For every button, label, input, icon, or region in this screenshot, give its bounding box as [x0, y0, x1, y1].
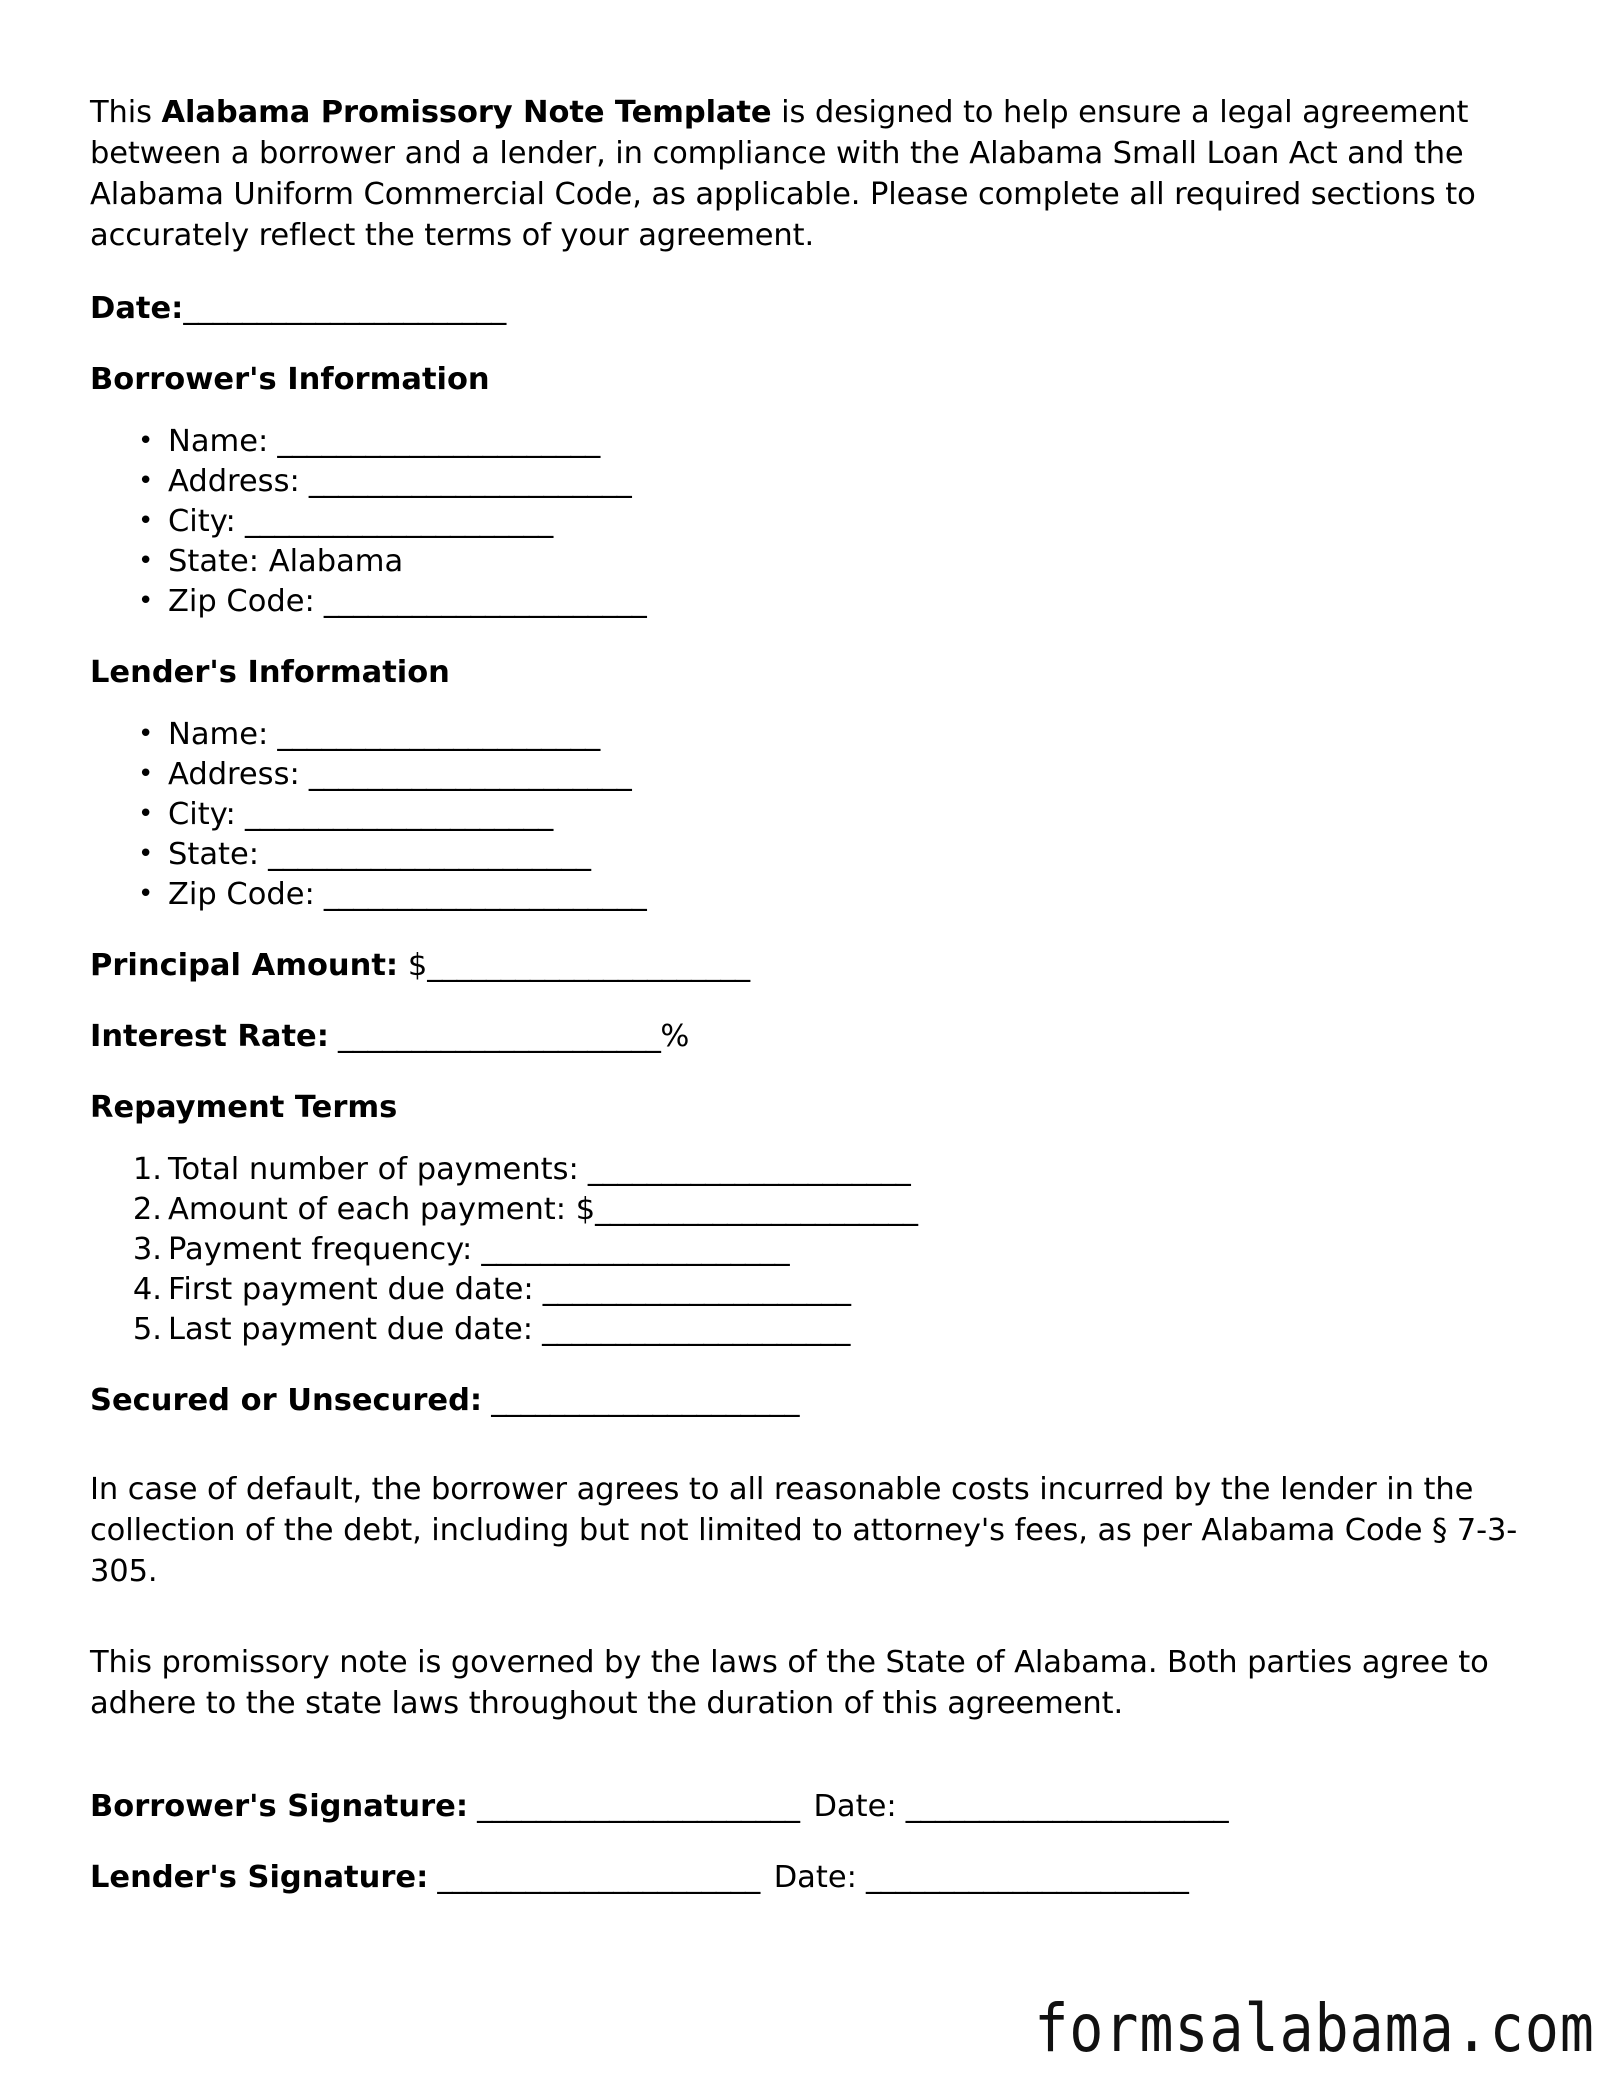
principal-amount-blank[interactable]: ______________________: [427, 948, 750, 983]
borrower-signature-label: Borrower's Signature:: [90, 1789, 469, 1824]
borrower-name-label: Name:: [168, 424, 269, 459]
list-item: [168, 1190, 1522, 1230]
borrower-city-blank[interactable]: _____________________: [235, 504, 553, 539]
list-item: [168, 875, 1522, 915]
list-item: [168, 502, 1522, 542]
secured-unsecured-label: Secured or Unsecured:: [90, 1383, 483, 1418]
lender-date-label: Date:: [773, 1860, 857, 1895]
list-item: [168, 582, 1522, 622]
first-payment-date-label: First payment due date:: [168, 1272, 534, 1307]
last-payment-date-blank[interactable]: _____________________: [533, 1312, 850, 1347]
secured-unsecured-blank[interactable]: _____________________: [482, 1383, 799, 1418]
borrower-address-blank[interactable]: ______________________: [299, 464, 632, 499]
date-field: [90, 288, 1522, 329]
list-item: [168, 1310, 1522, 1350]
lender-section-heading: Lender's Information: [90, 655, 450, 690]
governing-law-paragraph: This promissory note is governed by the laws of the State of Alabama. Both parties agree to adhere to the state laws throughout the duration of this agreement.: [90, 1645, 1489, 1721]
percent-symbol: %: [660, 1019, 690, 1054]
borrower-fields-list: [90, 422, 1522, 622]
interest-rate-blank[interactable]: ______________________: [328, 1019, 661, 1054]
principal-amount-field: [90, 945, 1522, 986]
list-item: [168, 422, 1522, 462]
lender-signature-label: Lender's Signature:: [90, 1860, 429, 1895]
borrower-date-blank[interactable]: ______________________: [896, 1789, 1229, 1824]
lender-address-blank[interactable]: ______________________: [299, 757, 632, 792]
lender-city-blank[interactable]: _____________________: [235, 797, 553, 832]
lender-signature-row: [90, 1857, 1522, 1898]
lender-date-blank[interactable]: ______________________: [856, 1860, 1189, 1895]
intro-prefix: This: [90, 95, 162, 130]
borrower-zip-label: Zip Code:: [168, 584, 315, 619]
currency-symbol: $: [398, 948, 428, 983]
borrower-signature-row: [90, 1786, 1522, 1827]
borrower-address-label: Address:: [168, 464, 300, 499]
secured-unsecured-field: [90, 1380, 1522, 1421]
payment-frequency-blank[interactable]: _____________________: [472, 1232, 790, 1267]
lender-name-blank[interactable]: ______________________: [268, 717, 600, 752]
intro-bold-title: Alabama Promissory Note Template: [161, 95, 772, 130]
lender-signature-blank[interactable]: ______________________: [428, 1860, 760, 1895]
list-item: [168, 715, 1522, 755]
list-item: [168, 835, 1522, 875]
list-item: [168, 755, 1522, 795]
borrower-state-value: Alabama: [259, 544, 404, 579]
lender-fields-list: [90, 715, 1522, 915]
lender-name-label: Name:: [168, 717, 269, 752]
borrower-zip-blank[interactable]: ______________________: [314, 584, 647, 619]
borrower-date-label: Date:: [813, 1789, 897, 1824]
lender-zip-blank[interactable]: ______________________: [314, 877, 647, 912]
first-payment-date-blank[interactable]: _____________________: [533, 1272, 851, 1307]
intro-suffix: is designed to help ensure a legal agreement between a borrower and a lender, in compliance with the Alabama Small Loan Act and the Alabama Uniform Commercial Code, as applicable. Please complete all required sections to accurately reflect the terms of your agreement.: [90, 95, 1476, 253]
payment-frequency-label: Payment frequency:: [168, 1232, 473, 1267]
borrower-city-label: City:: [168, 504, 236, 539]
payment-amount-blank[interactable]: ______________________: [595, 1192, 918, 1227]
list-item: [168, 1270, 1522, 1310]
list-item: [168, 1150, 1522, 1190]
date-blank[interactable]: ______________________: [183, 291, 506, 326]
list-item: [168, 462, 1522, 502]
payment-amount-label: Amount of each payment: $: [168, 1192, 596, 1227]
intro-paragraph: [90, 92, 1522, 256]
lender-zip-label: Zip Code:: [168, 877, 315, 912]
list-item: [168, 795, 1522, 835]
repayment-terms-list: [90, 1150, 1522, 1350]
repayment-terms-heading: Repayment Terms: [90, 1090, 398, 1125]
principal-amount-label: Principal Amount:: [90, 948, 399, 983]
borrower-signature-blank[interactable]: ______________________: [468, 1789, 800, 1824]
lender-address-label: Address:: [168, 757, 300, 792]
lender-state-blank[interactable]: ______________________: [259, 837, 591, 872]
list-item: [168, 1230, 1522, 1270]
interest-rate-field: [90, 1016, 1522, 1057]
lender-state-label: State:: [168, 837, 260, 872]
borrower-state-label: State:: [168, 544, 260, 579]
date-label: Date:: [90, 291, 184, 326]
site-watermark: formsalabama.com: [1034, 1990, 1595, 2067]
lender-city-label: City:: [168, 797, 236, 832]
last-payment-date-label: Last payment due date:: [168, 1312, 533, 1347]
borrower-section-heading: Borrower's Information: [90, 362, 490, 397]
interest-rate-label: Interest Rate:: [90, 1019, 329, 1054]
total-payments-blank[interactable]: ______________________: [578, 1152, 911, 1187]
list-item: [168, 542, 1522, 582]
borrower-name-blank[interactable]: ______________________: [268, 424, 600, 459]
total-payments-label: Total number of payments:: [168, 1152, 579, 1187]
default-clause-paragraph: In case of default, the borrower agrees to all reasonable costs incurred by the lender in the collection of the debt, including but not limited to attorney's fees, as per Alabama Code § 7-3-305.: [90, 1472, 1518, 1589]
